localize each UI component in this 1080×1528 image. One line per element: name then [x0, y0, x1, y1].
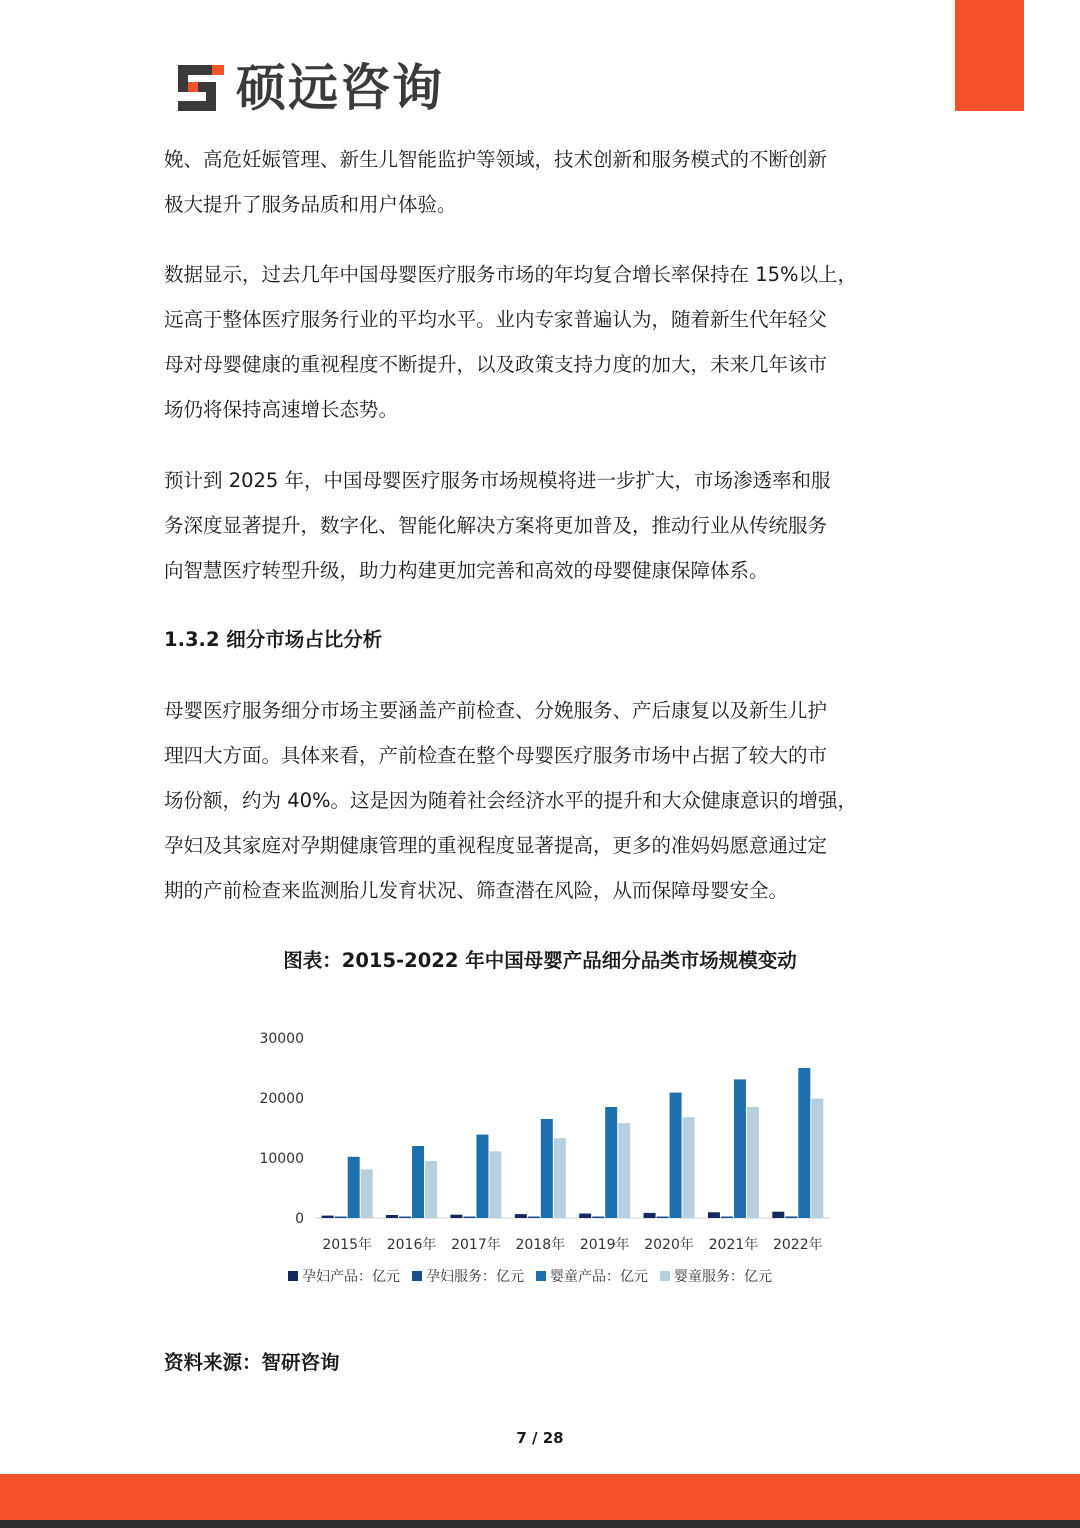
paragraph: 娩、高危妊娠管理、新生儿智能监护等领域，技术创新和服务模式的不断创新 极大提升了服务品质和用户体验。	[164, 148, 828, 216]
x-tick-label: 2020年	[644, 1237, 694, 1253]
bar	[747, 1107, 759, 1218]
bar	[399, 1217, 411, 1219]
bar	[734, 1079, 746, 1218]
legend-label: 孕妇服务：亿元	[426, 1269, 524, 1285]
bar	[785, 1216, 797, 1218]
bar	[657, 1217, 669, 1219]
x-tick-label: 2019年	[579, 1237, 630, 1253]
bar	[644, 1213, 656, 1218]
bar	[322, 1216, 334, 1218]
bar	[670, 1093, 682, 1218]
bar	[412, 1146, 424, 1218]
bar	[335, 1217, 347, 1219]
bar	[541, 1119, 553, 1218]
bar	[592, 1217, 604, 1219]
bar	[579, 1214, 591, 1219]
legend-label: 婴童产品：亿元	[550, 1269, 648, 1285]
bar	[386, 1215, 398, 1218]
logo-mark-icon	[176, 63, 226, 113]
bar	[450, 1215, 462, 1218]
bar	[489, 1151, 501, 1218]
bar	[721, 1217, 733, 1219]
chart-caption: 图表：2015-2022 年中国母婴产品细分品类市场规模变动	[283, 949, 797, 972]
legend-label: 孕妇产品：亿元	[302, 1269, 400, 1285]
legend-swatch	[536, 1271, 546, 1281]
bar	[528, 1217, 540, 1219]
legend-swatch	[288, 1271, 298, 1281]
legend-swatch	[412, 1271, 422, 1281]
x-tick-label: 2017年	[451, 1237, 501, 1253]
paragraph: 数据显示，过去几年中国母婴医疗服务市场的年均复合增长率保持在 15%以上， 远高于整体医疗服务行业的平均水平。业内专家普遍认为，随着新生代年轻父 母对母婴健康的重视程度不断提升，以及政策支持力度的加大，未来几年该市 场仍将保持高速增长态势。	[164, 263, 858, 421]
bar	[463, 1217, 475, 1219]
logo-text: 硕远咨询	[236, 59, 444, 117]
bar	[772, 1212, 784, 1218]
bar	[425, 1161, 437, 1218]
paragraph: 母婴医疗服务细分市场主要涵盖产前检查、分娩服务、产后康复以及新生儿护 理四大方面。具体来看，产前检查在整个母婴医疗服务市场中占据了较大的市 场份额，约为 40%。这是因为随着社会经济水平的提升和大众健康意识的增强， 孕妇及其家庭对孕期健康管理的重视程度显著提高，更多的准妈妈愿意通过定 期的产前检查来监测胎儿发育状况、筛查潜在风险，从而保障母婴安全。	[164, 699, 858, 902]
x-tick-label: 2016年	[386, 1237, 437, 1253]
x-tick-label: 2022年	[772, 1237, 823, 1253]
header-accent-block	[955, 0, 1024, 111]
section-heading: 1.3.2 细分市场占比分析	[164, 628, 383, 651]
bar	[605, 1107, 617, 1218]
bar	[515, 1214, 527, 1218]
bar	[798, 1068, 810, 1218]
bar	[554, 1138, 566, 1218]
paragraph: 预计到 2025 年，中国母婴医疗服务市场规模将进一步扩大，市场渗透率和服 务深度显著提升，数字化、智能化解决方案将更加普及，推动行业从传统服务 向智慧医疗转型升级，助力构建更加完善和高效的母婴健康保障体系。	[164, 469, 831, 582]
bar	[683, 1117, 695, 1218]
page-number: 7 / 28	[516, 1429, 564, 1447]
y-tick-label: 0	[295, 1211, 304, 1227]
y-tick-label: 30000	[259, 1031, 304, 1047]
x-tick-label: 2021年	[708, 1237, 759, 1253]
source-label: 资料来源：智研咨询	[164, 1351, 340, 1374]
footer-bar	[0, 1474, 1080, 1520]
logo	[176, 58, 444, 118]
x-tick-label: 2015年	[322, 1237, 373, 1253]
bar-chart	[210, 1000, 870, 1320]
footer-strip	[0, 1520, 1080, 1528]
legend-swatch	[660, 1271, 670, 1281]
legend-label: 婴童服务：亿元	[674, 1269, 772, 1285]
x-tick-label: 2018年	[515, 1237, 566, 1253]
bar	[618, 1123, 630, 1218]
bar	[708, 1212, 720, 1218]
bar	[476, 1135, 488, 1218]
bar	[348, 1157, 360, 1218]
y-tick-label: 20000	[259, 1091, 304, 1107]
bar	[361, 1169, 373, 1218]
y-tick-label: 10000	[259, 1151, 304, 1167]
bar	[811, 1099, 823, 1218]
